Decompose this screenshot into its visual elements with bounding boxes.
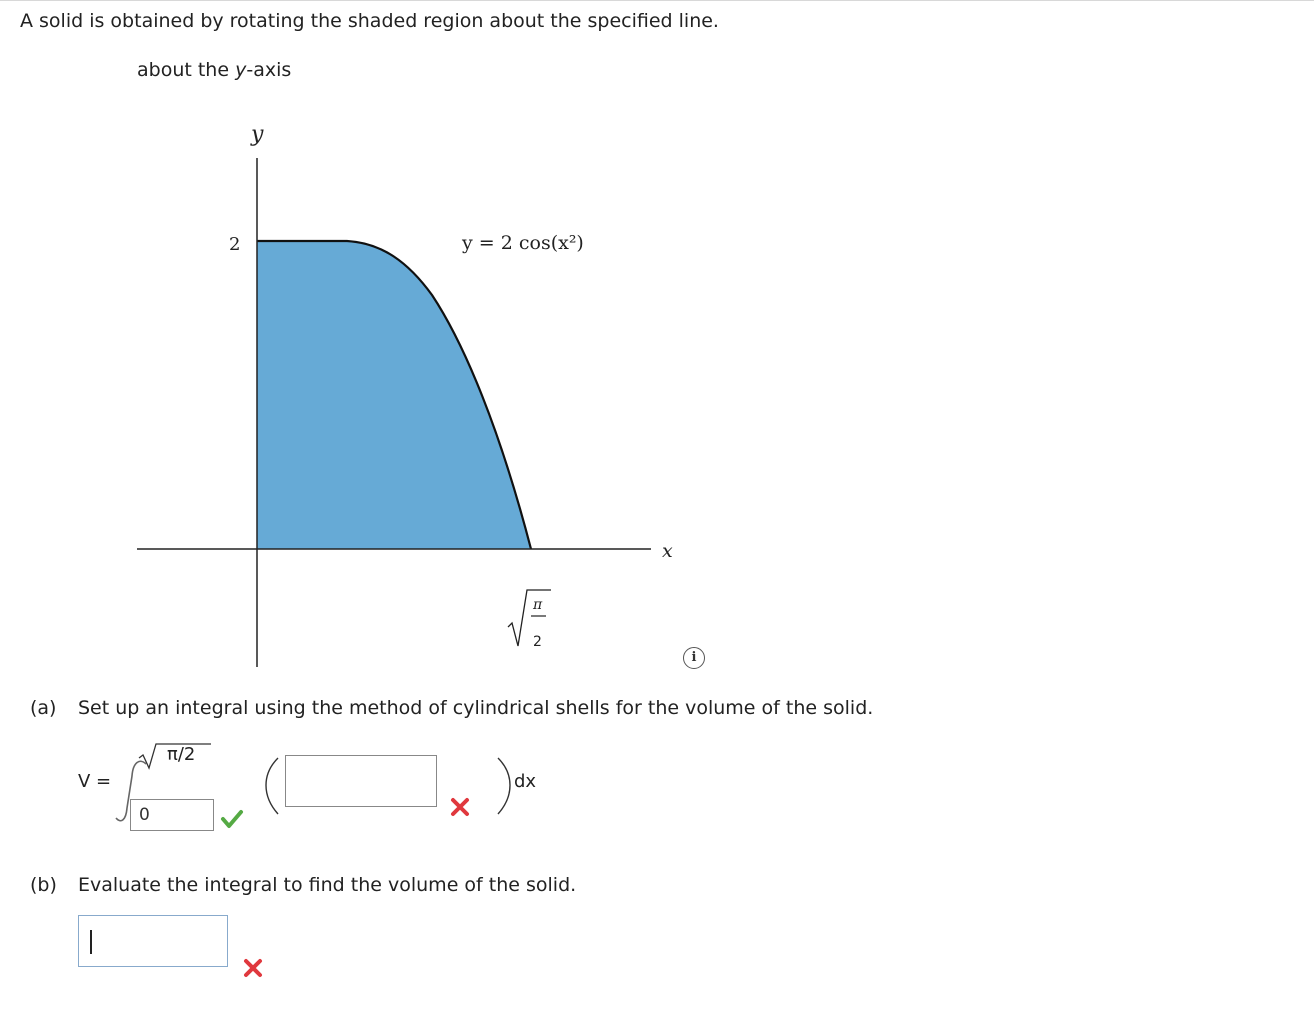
differential: dx: [514, 771, 537, 792]
integrand-incorrect-icon: [450, 797, 470, 817]
part-a-text: Set up an integral using the method of cylindrical shells for the volume of the solid.: [78, 697, 874, 719]
y-tick-2: 2: [229, 234, 241, 255]
y-axis-label: y: [251, 122, 264, 147]
right-paren: [498, 758, 510, 814]
x-axis-label: x: [662, 540, 673, 562]
volume-answer-input[interactable]: [78, 915, 228, 967]
lower-limit-input[interactable]: 0: [130, 799, 214, 831]
part-b-text: Evaluate the integral to find the volume of the solid.: [78, 874, 577, 896]
info-icon[interactable]: i: [683, 647, 705, 669]
integrand-input[interactable]: [285, 755, 437, 807]
part-a-label: (a): [30, 697, 57, 719]
curve-label: y = 2 cos(x²): [462, 232, 584, 254]
lower-limit-check-icon: [220, 808, 244, 830]
volume-label: V =: [78, 771, 112, 792]
axis-prefix: about the: [137, 59, 236, 81]
question-prompt: A solid is obtained by rotating the shaded region about the specified line.: [20, 10, 719, 32]
answer-incorrect-icon: [243, 958, 263, 978]
part-b-label: (b): [30, 874, 57, 896]
upper-limit: π/2: [167, 744, 196, 765]
x-tick-denominator: 2: [533, 634, 542, 650]
axis-var: y: [235, 59, 247, 81]
text-cursor: [90, 930, 92, 954]
axis-suffix: -axis: [246, 59, 292, 81]
x-tick-numerator: π: [533, 597, 543, 613]
left-paren: [266, 758, 278, 814]
integral-symbols: [0, 0, 600, 860]
